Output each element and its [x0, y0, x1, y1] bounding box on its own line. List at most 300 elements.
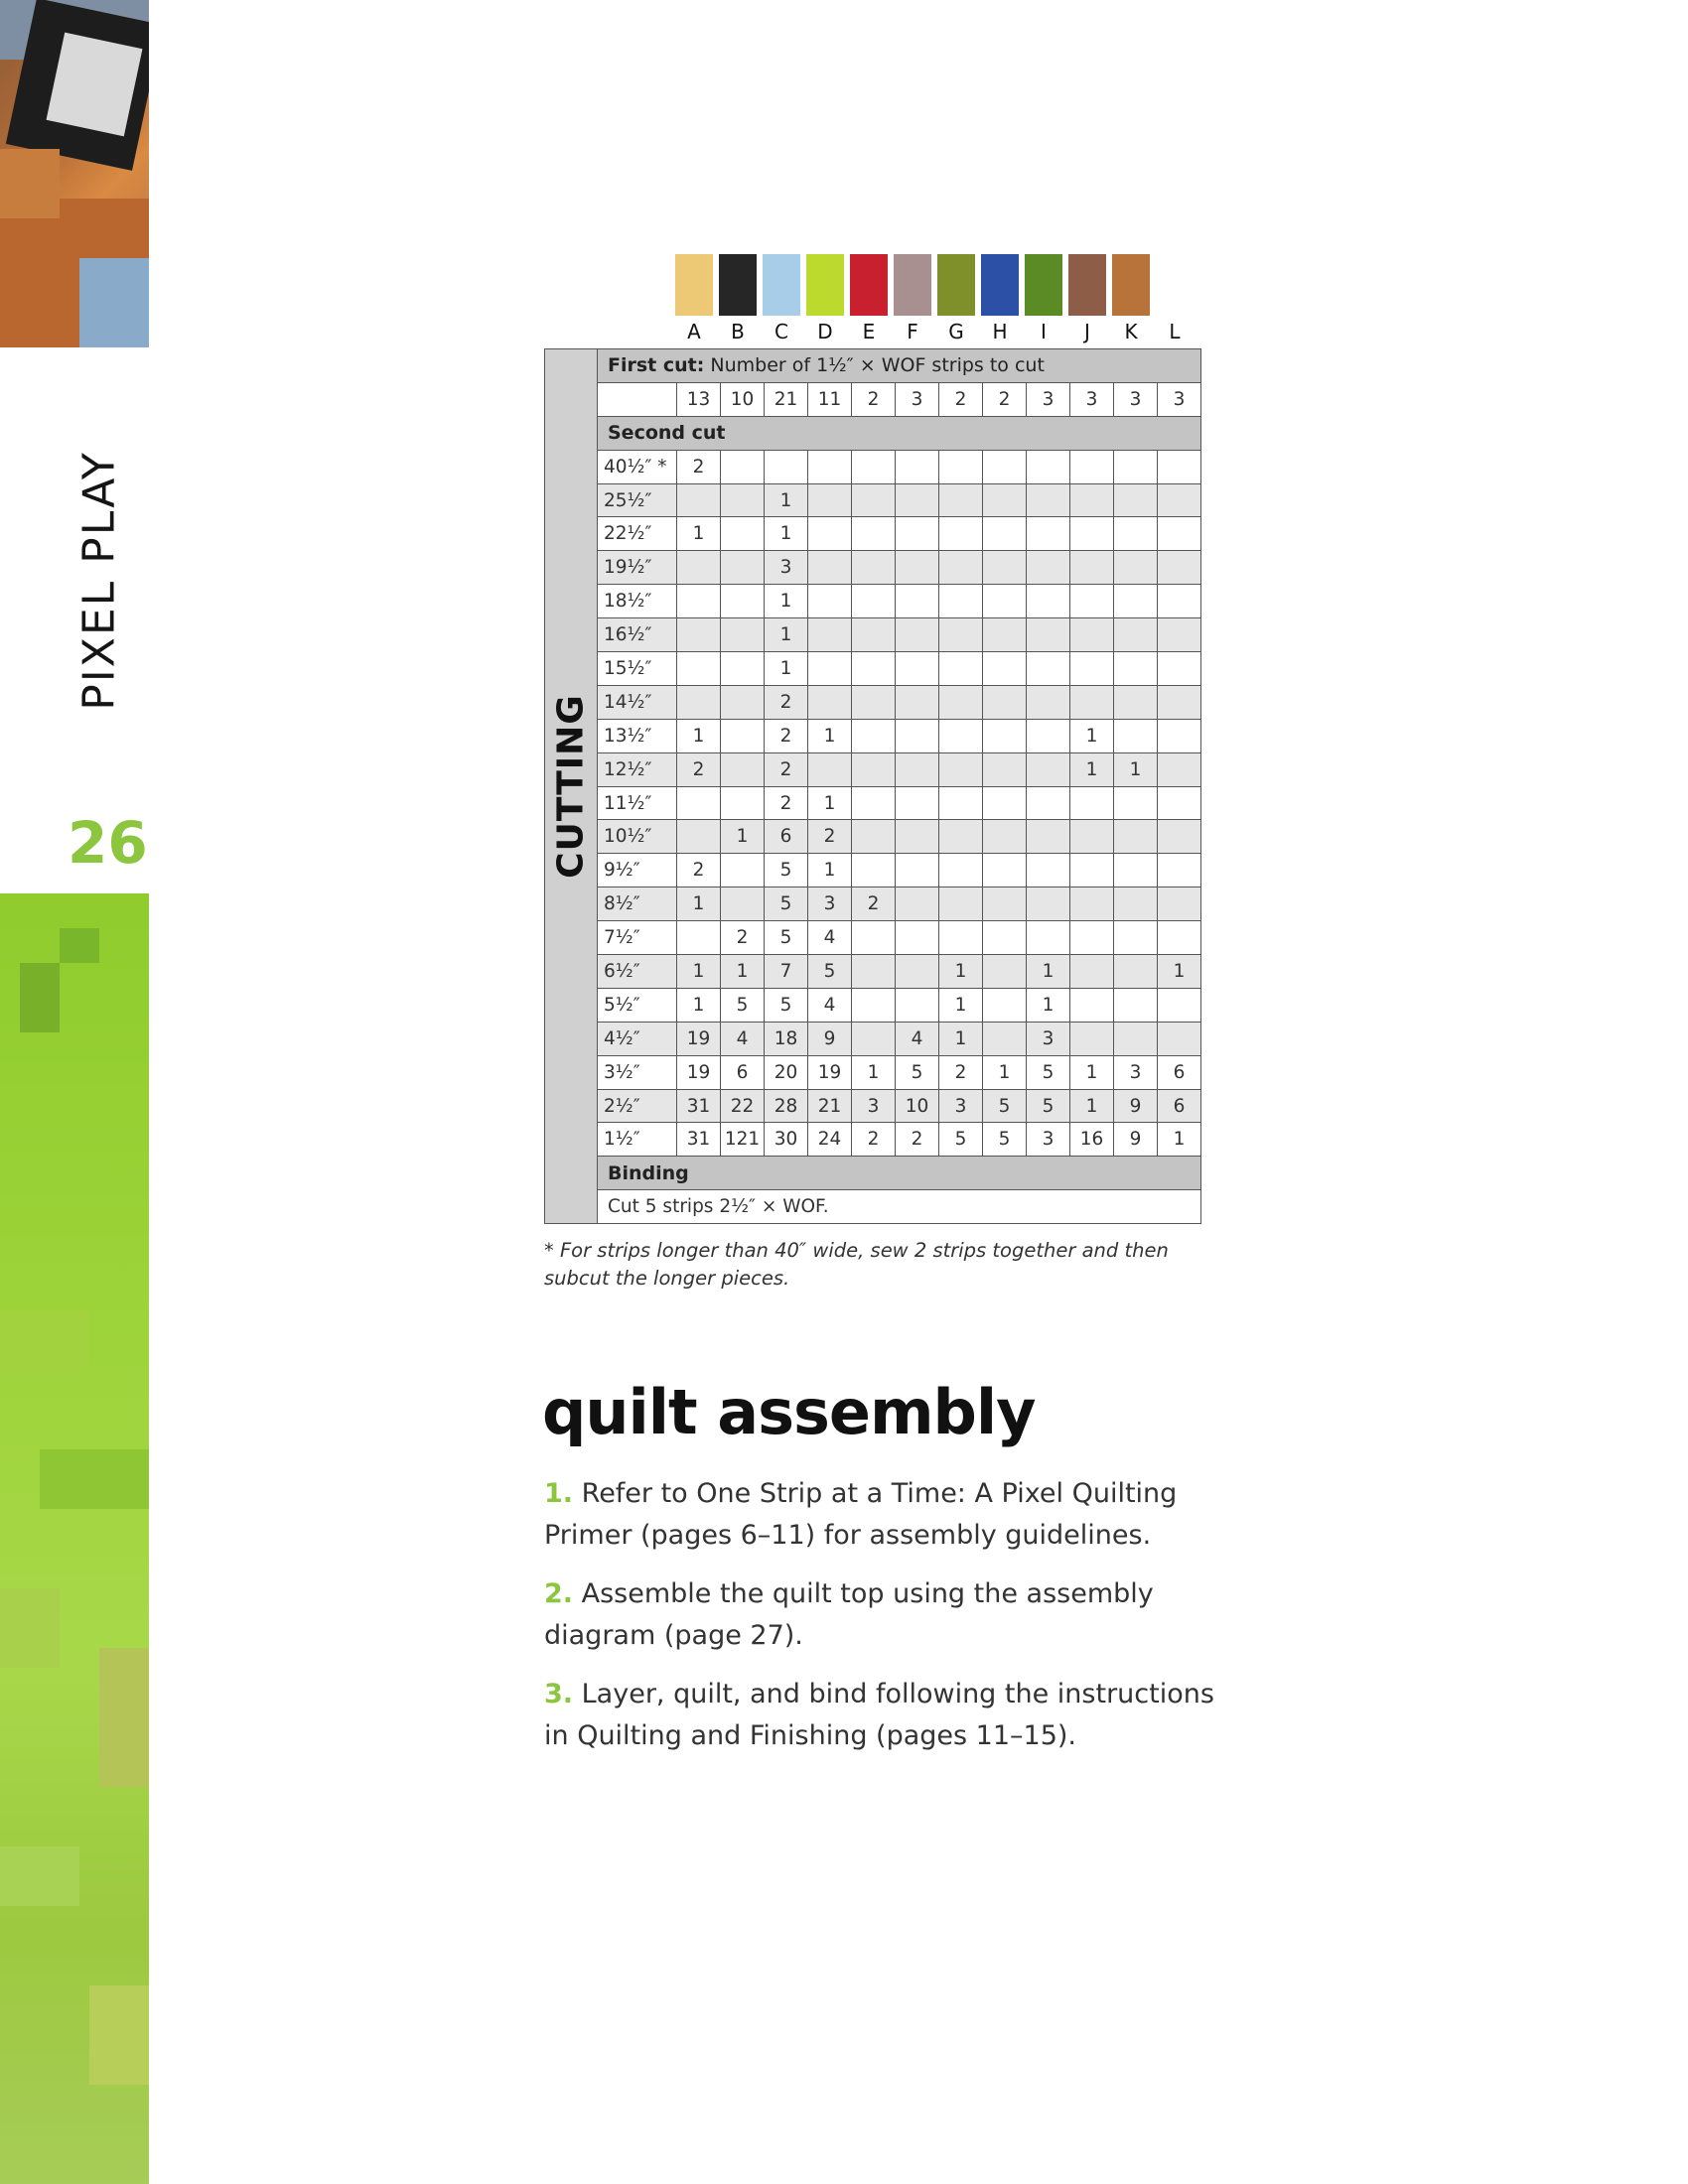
- swatch-letter: C: [774, 320, 788, 343]
- table-cell: [896, 450, 939, 483]
- table-row: [545, 988, 1201, 1022]
- binding-text: Cut 5 strips 2½″ × WOF.: [598, 1190, 1201, 1224]
- table-cell: 1: [808, 854, 852, 887]
- table-cell: 1: [1070, 1055, 1114, 1089]
- swatch: [1112, 254, 1150, 316]
- table-cell: [939, 517, 983, 551]
- table-cell: [1027, 820, 1070, 854]
- table-cell: [1027, 719, 1070, 752]
- table-cell: 2: [765, 685, 808, 719]
- table-cell: 3: [1114, 1055, 1158, 1089]
- table-cell: [939, 820, 983, 854]
- table-cell: 9: [1114, 1089, 1158, 1123]
- size-cell: 13½″: [598, 719, 677, 752]
- table-cell: 2: [808, 820, 852, 854]
- table-cell: [939, 618, 983, 652]
- table-row: [545, 820, 1201, 854]
- table-cell: 7: [765, 955, 808, 989]
- table-cell: [1114, 585, 1158, 618]
- table-cell: [983, 786, 1027, 820]
- table-cell: [852, 988, 896, 1022]
- swatch-letter: F: [907, 320, 918, 343]
- table-cell: 5: [1027, 1089, 1070, 1123]
- table-cell: 3: [896, 382, 939, 416]
- table-cell: 4: [808, 921, 852, 955]
- table-cell: [808, 618, 852, 652]
- table-row: [545, 551, 1201, 585]
- table-cell: [852, 585, 896, 618]
- size-cell: 15½″: [598, 652, 677, 686]
- table-cell: [939, 921, 983, 955]
- table-cell: [765, 450, 808, 483]
- table-cell: 1: [808, 719, 852, 752]
- table-cell: [896, 820, 939, 854]
- swatch: [719, 254, 757, 316]
- table-cell: 4: [721, 1022, 765, 1055]
- table-cell: [1114, 887, 1158, 921]
- table-cell: 16: [1070, 1123, 1114, 1157]
- section-title: quilt assembly: [542, 1376, 1036, 1448]
- binding-header: [598, 1157, 1201, 1190]
- table-cell: 2: [765, 752, 808, 786]
- table-cell: [1114, 517, 1158, 551]
- table-cell: [896, 854, 939, 887]
- table-cell: [1070, 854, 1114, 887]
- size-cell: 3½″: [598, 1055, 677, 1089]
- table-cell: [1070, 450, 1114, 483]
- table-row: [545, 450, 1201, 483]
- table-cell: [983, 1022, 1027, 1055]
- table-row: [545, 685, 1201, 719]
- table-cell: [1158, 685, 1201, 719]
- table-cell: [1158, 887, 1201, 921]
- table-cell: [721, 551, 765, 585]
- table-cell: [677, 786, 721, 820]
- step-2: [544, 1573, 1219, 1657]
- table-cell: [808, 551, 852, 585]
- table-cell: [939, 752, 983, 786]
- table-cell: [1158, 551, 1201, 585]
- table-cell: 2: [721, 921, 765, 955]
- table-cell: [983, 921, 1027, 955]
- table-cell: 1: [765, 585, 808, 618]
- size-cell: 19½″: [598, 551, 677, 585]
- table-cell: [1114, 921, 1158, 955]
- table-cell: [983, 551, 1027, 585]
- table-cell: 1: [1027, 988, 1070, 1022]
- table-cell: [1027, 921, 1070, 955]
- table-row: [545, 585, 1201, 618]
- table-cell: 5: [765, 854, 808, 887]
- table-cell: [1070, 887, 1114, 921]
- table-cell: [983, 517, 1027, 551]
- step-1: [544, 1473, 1219, 1557]
- table-cell: 22: [721, 1089, 765, 1123]
- table-row: [545, 887, 1201, 921]
- size-cell: 5½″: [598, 988, 677, 1022]
- table-cell: [721, 854, 765, 887]
- table-row: [545, 618, 1201, 652]
- table-cell: 6: [765, 820, 808, 854]
- table-cell: [852, 517, 896, 551]
- table-cell: [983, 955, 1027, 989]
- step-text: Assemble the quilt top using the assembly diagram (page 27).: [544, 1578, 1154, 1651]
- table-cell: [939, 652, 983, 686]
- table-cell: 9: [1114, 1123, 1158, 1157]
- table-cell: [896, 483, 939, 517]
- table-cell: [896, 517, 939, 551]
- table-cell: [896, 685, 939, 719]
- table-cell: 1: [939, 955, 983, 989]
- step-text: Layer, quilt, and bind following the instructions in Quilting and Finishing (pages 11–15).: [544, 1679, 1214, 1751]
- table-cell: [1114, 618, 1158, 652]
- table-cell: [721, 517, 765, 551]
- empty-cell: [598, 382, 677, 416]
- table-cell: [1114, 652, 1158, 686]
- table-cell: [896, 921, 939, 955]
- table-row: [545, 1089, 1201, 1123]
- green-pixel-panel: [0, 893, 149, 2184]
- table-cell: [983, 450, 1027, 483]
- table-cell: 1: [677, 887, 721, 921]
- table-cell: 5: [765, 921, 808, 955]
- table-cell: [1158, 652, 1201, 686]
- table-cell: [808, 652, 852, 686]
- table-cell: 1: [721, 820, 765, 854]
- table-cell: [1070, 921, 1114, 955]
- table-cell: 1: [1070, 719, 1114, 752]
- size-cell: 1½″: [598, 1123, 677, 1157]
- swatch-letter: J: [1084, 320, 1090, 343]
- first-cut-values-row: [545, 382, 1201, 416]
- table-cell: 3: [765, 551, 808, 585]
- table-cell: [808, 483, 852, 517]
- table-cell: 5: [983, 1123, 1027, 1157]
- table-cell: 1: [1070, 752, 1114, 786]
- table-row: [545, 752, 1201, 786]
- table-cell: 1: [939, 1022, 983, 1055]
- table-cell: [808, 450, 852, 483]
- table-cell: [1114, 551, 1158, 585]
- table-cell: [677, 921, 721, 955]
- first-cut-header-row: [545, 349, 1201, 383]
- table-cell: [896, 719, 939, 752]
- page-number: 26: [68, 809, 148, 877]
- swatch-letter: I: [1041, 320, 1047, 343]
- table-cell: [1070, 786, 1114, 820]
- table-cell: [1158, 854, 1201, 887]
- swatch-letter: G: [948, 320, 964, 343]
- table-row: [545, 517, 1201, 551]
- table-row: [545, 955, 1201, 989]
- table-cell: [1158, 786, 1201, 820]
- swatch-letter: K: [1124, 320, 1138, 343]
- swatch: [1025, 254, 1062, 316]
- table-cell: 31: [677, 1123, 721, 1157]
- table-cell: 1: [765, 618, 808, 652]
- cutting-table: [544, 348, 1201, 1224]
- table-cell: [983, 483, 1027, 517]
- table-cell: 5: [939, 1123, 983, 1157]
- table-cell: [983, 685, 1027, 719]
- table-cell: 19: [677, 1055, 721, 1089]
- table-cell: 1: [983, 1055, 1027, 1089]
- first-cut-label: First cut:: [608, 354, 705, 377]
- table-cell: [1114, 1022, 1158, 1055]
- cutting-side-label: [545, 349, 598, 1224]
- swatch: [763, 254, 800, 316]
- table-cell: 13: [677, 382, 721, 416]
- table-row: [545, 483, 1201, 517]
- size-cell: 11½″: [598, 786, 677, 820]
- table-cell: [1027, 450, 1070, 483]
- table-cell: [896, 955, 939, 989]
- swatch: [937, 254, 975, 316]
- table-cell: [983, 854, 1027, 887]
- table-cell: [1070, 618, 1114, 652]
- table-cell: [896, 752, 939, 786]
- table-cell: [1027, 551, 1070, 585]
- table-cell: [983, 618, 1027, 652]
- table-cell: 18: [765, 1022, 808, 1055]
- first-cut-text: Number of 1½″ × WOF strips to cut: [710, 354, 1045, 377]
- table-cell: [983, 719, 1027, 752]
- table-cell: [1158, 450, 1201, 483]
- table-cell: 2: [677, 450, 721, 483]
- table-cell: [896, 551, 939, 585]
- table-cell: 3: [1027, 1022, 1070, 1055]
- table-cell: [721, 450, 765, 483]
- table-cell: [1158, 1022, 1201, 1055]
- table-cell: 1: [765, 652, 808, 686]
- table-cell: 2: [852, 887, 896, 921]
- table-cell: [1158, 585, 1201, 618]
- table-cell: [808, 517, 852, 551]
- table-cell: [852, 618, 896, 652]
- table-cell: 1: [939, 988, 983, 1022]
- table-cell: 3: [1114, 382, 1158, 416]
- size-cell: 25½″: [598, 483, 677, 517]
- table-cell: [1070, 585, 1114, 618]
- table-cell: [852, 685, 896, 719]
- table-cell: [896, 988, 939, 1022]
- swatch: [894, 254, 931, 316]
- size-cell: 9½″: [598, 854, 677, 887]
- table-cell: 5: [983, 1089, 1027, 1123]
- table-cell: 28: [765, 1089, 808, 1123]
- table-cell: [939, 887, 983, 921]
- swatch: [850, 254, 888, 316]
- table-cell: [721, 786, 765, 820]
- first-cut-header: [598, 349, 1201, 383]
- table-cell: [1070, 483, 1114, 517]
- table-cell: 2: [852, 1123, 896, 1157]
- table-row: [545, 1123, 1201, 1157]
- size-cell: 4½″: [598, 1022, 677, 1055]
- swatch-letter: L: [1169, 320, 1181, 343]
- table-cell: [1070, 820, 1114, 854]
- table-cell: [677, 618, 721, 652]
- table-cell: [852, 450, 896, 483]
- size-cell: 16½″: [598, 618, 677, 652]
- table-cell: [1114, 988, 1158, 1022]
- table-cell: [677, 652, 721, 686]
- table-row: [545, 786, 1201, 820]
- table-cell: [1027, 618, 1070, 652]
- table-cell: [1027, 786, 1070, 820]
- size-cell: 7½″: [598, 921, 677, 955]
- table-cell: [852, 1022, 896, 1055]
- table-cell: 2: [896, 1123, 939, 1157]
- table-cell: [852, 854, 896, 887]
- table-cell: [721, 685, 765, 719]
- binding-label: Binding: [608, 1161, 689, 1184]
- table-cell: 3: [1027, 382, 1070, 416]
- table-cell: [983, 652, 1027, 686]
- table-cell: 9: [808, 1022, 852, 1055]
- table-cell: [677, 551, 721, 585]
- table-cell: 2: [765, 786, 808, 820]
- table-cell: 3: [1070, 382, 1114, 416]
- table-cell: [852, 820, 896, 854]
- table-cell: [808, 685, 852, 719]
- table-cell: [1027, 585, 1070, 618]
- table-cell: [1027, 652, 1070, 686]
- table-cell: 2: [765, 719, 808, 752]
- table-cell: [896, 585, 939, 618]
- table-cell: 19: [808, 1055, 852, 1089]
- cutting-label: CUTTING: [550, 694, 592, 879]
- running-head: PIXEL PLAY: [73, 451, 125, 711]
- swatch-letter: D: [817, 320, 833, 343]
- table-cell: [1027, 887, 1070, 921]
- table-cell: [939, 786, 983, 820]
- table-cell: 3: [1158, 382, 1201, 416]
- size-cell: 2½″: [598, 1089, 677, 1123]
- table-cell: 5: [765, 887, 808, 921]
- table-cell: [852, 752, 896, 786]
- table-cell: 4: [808, 988, 852, 1022]
- binding-text-row: [545, 1190, 1201, 1224]
- table-cell: [721, 483, 765, 517]
- table-cell: [808, 585, 852, 618]
- table-cell: 4: [896, 1022, 939, 1055]
- table-cell: 19: [677, 1022, 721, 1055]
- table-cell: 20: [765, 1055, 808, 1089]
- table-cell: 31: [677, 1089, 721, 1123]
- swatch-letter: E: [862, 320, 876, 343]
- table-cell: [1070, 652, 1114, 686]
- table-cell: 5: [765, 988, 808, 1022]
- table-cell: [808, 752, 852, 786]
- table-cell: [1158, 719, 1201, 752]
- table-cell: [1070, 1022, 1114, 1055]
- table-cell: [852, 955, 896, 989]
- table-cell: 1: [1158, 1123, 1201, 1157]
- table-cell: [1158, 752, 1201, 786]
- swatch: [675, 254, 713, 316]
- table-cell: [939, 450, 983, 483]
- table-cell: 21: [765, 382, 808, 416]
- second-cut-header: [598, 416, 1201, 450]
- size-cell: 12½″: [598, 752, 677, 786]
- table-cell: [1027, 752, 1070, 786]
- table-cell: [721, 719, 765, 752]
- table-cell: 5: [721, 988, 765, 1022]
- table-cell: 1: [1114, 752, 1158, 786]
- swatch: [1068, 254, 1106, 316]
- table-cell: [983, 988, 1027, 1022]
- table-cell: 2: [677, 854, 721, 887]
- table-row: [545, 652, 1201, 686]
- table-cell: 6: [1158, 1089, 1201, 1123]
- table-cell: [939, 719, 983, 752]
- table-cell: 1: [1027, 955, 1070, 989]
- table-cell: 2: [983, 382, 1027, 416]
- table-cell: [852, 483, 896, 517]
- table-cell: 1: [852, 1055, 896, 1089]
- table-cell: [1158, 988, 1201, 1022]
- table-cell: [939, 483, 983, 517]
- table-cell: [1027, 685, 1070, 719]
- table-cell: 3: [852, 1089, 896, 1123]
- table-cell: 2: [852, 382, 896, 416]
- swatch-letter: B: [731, 320, 745, 343]
- size-cell: 8½″: [598, 887, 677, 921]
- table-cell: 5: [1027, 1055, 1070, 1089]
- swatch: [806, 254, 844, 316]
- footnote: * For strips longer than 40″ wide, sew 2 strips together and then subcut the longer pieces.: [544, 1239, 1169, 1290]
- table-cell: [852, 786, 896, 820]
- table-cell: 1: [677, 517, 721, 551]
- table-cell: [1070, 551, 1114, 585]
- table-cell: 1: [765, 517, 808, 551]
- table-cell: [896, 618, 939, 652]
- size-cell: 6½″: [598, 955, 677, 989]
- swatch-letter: A: [687, 320, 701, 343]
- table-row: [545, 719, 1201, 752]
- swatch: [981, 254, 1019, 316]
- table-cell: 5: [896, 1055, 939, 1089]
- table-cell: [1158, 517, 1201, 551]
- table-cell: 1: [1070, 1089, 1114, 1123]
- step-text: Refer to One Strip at a Time: A Pixel Quilting Primer (pages 6–11) for assembly guidelines.: [544, 1478, 1178, 1551]
- step-number: 1.: [544, 1478, 574, 1509]
- table-cell: [939, 854, 983, 887]
- table-row: [545, 854, 1201, 887]
- size-cell: 10½″: [598, 820, 677, 854]
- table-cell: [677, 483, 721, 517]
- table-cell: [1070, 955, 1114, 989]
- table-cell: 3: [808, 887, 852, 921]
- table-cell: 2: [677, 752, 721, 786]
- table-cell: [1114, 450, 1158, 483]
- table-cell: 1: [677, 988, 721, 1022]
- table-cell: [721, 887, 765, 921]
- table-cell: 24: [808, 1123, 852, 1157]
- second-cut-label: Second cut: [608, 422, 726, 445]
- size-cell: 18½″: [598, 585, 677, 618]
- table-cell: 1: [721, 955, 765, 989]
- size-cell: 40½″ *: [598, 450, 677, 483]
- table-cell: [1158, 921, 1201, 955]
- table-cell: 1: [808, 786, 852, 820]
- table-cell: [677, 585, 721, 618]
- table-row: [545, 1055, 1201, 1089]
- table-cell: 2: [939, 1055, 983, 1089]
- table-cell: [1114, 719, 1158, 752]
- table-cell: 21: [808, 1089, 852, 1123]
